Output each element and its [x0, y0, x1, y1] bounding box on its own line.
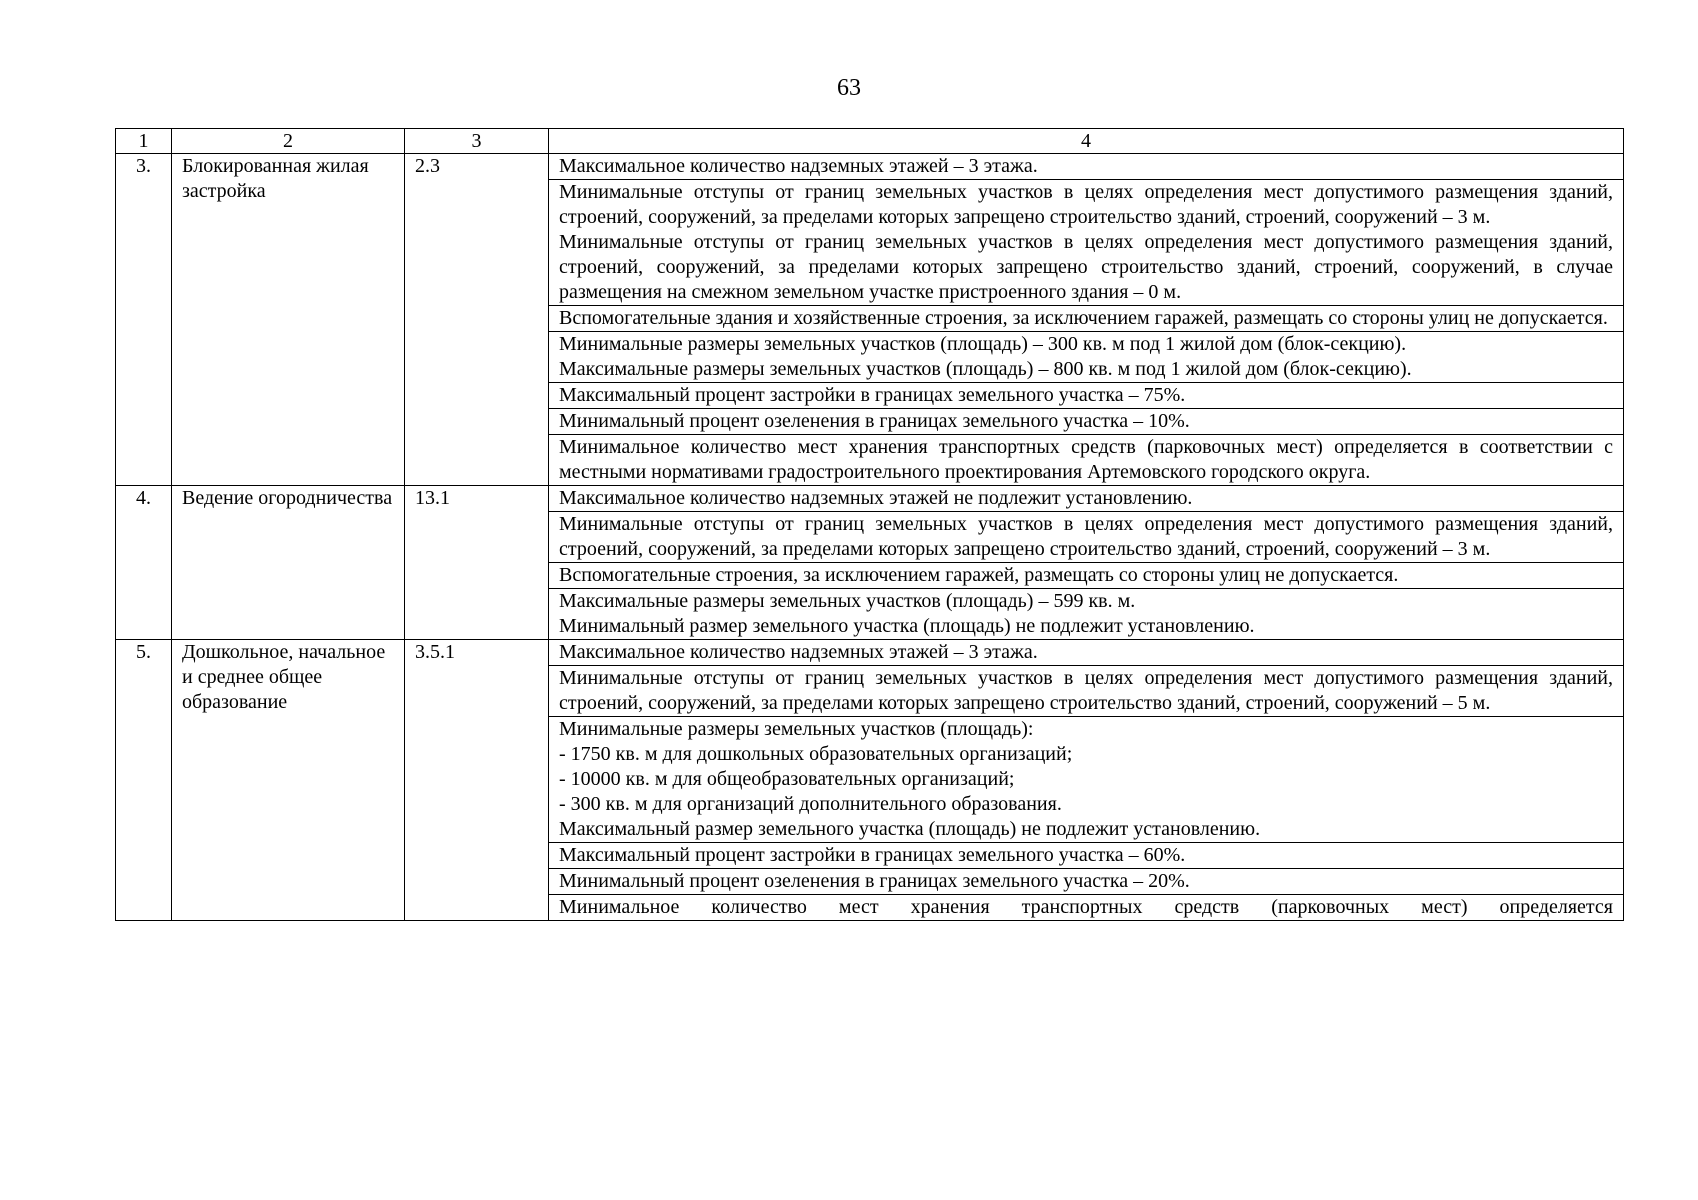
- table-row: [116, 154, 1624, 180]
- land-use-code: 13.1: [405, 486, 549, 640]
- parameter-cell: [549, 563, 1624, 589]
- parameter-text: Максимальные размеры земельных участков (площадь) – 800 кв. м под 1 жилой дом (блок-секцию).: [559, 358, 1412, 380]
- parameter-cell: [549, 409, 1624, 435]
- row-number: 3.: [116, 154, 172, 486]
- parameter-cell: [549, 486, 1624, 512]
- parameter-text: - 1750 кв. м для дошкольных образовательных организаций;: [559, 743, 1073, 765]
- parameter-text: - 300 кв. м для организаций дополнительного образования.: [559, 793, 1062, 815]
- parameter-cell: [549, 717, 1624, 843]
- parameter-cell: [549, 180, 1624, 306]
- parameter-text: Минимальные размеры земельных участков (площадь) – 300 кв. м под 1 жилой дом (блок-секцию).: [559, 333, 1407, 355]
- land-use-code: 2.3: [405, 154, 549, 486]
- parameter-text: Минимальные размеры земельных участков (площадь):: [559, 718, 1034, 740]
- parameter-cell: [549, 383, 1624, 409]
- parameter-cell: [549, 512, 1624, 563]
- parameter-text: Минимальное количество мест хранения транспортных средств (парковочных мест) определяется: [559, 896, 1613, 918]
- table-header-row: [116, 129, 1624, 154]
- page-number: 63: [837, 75, 861, 101]
- parameter-text: - 10000 кв. м для общеобразовательных организаций;: [559, 768, 1015, 790]
- parameter-cell: [549, 843, 1624, 869]
- parameter-text: Минимальное количество мест хранения транспортных средств (парковочных мест) определяется в соответствии с местными нормативами градостроительного проектирования Артемовского городского округа.: [559, 436, 1613, 483]
- parameter-text: Максимальное количество надземных этажей не подлежит установлению.: [559, 487, 1193, 509]
- parameter-cell: [549, 869, 1624, 895]
- parameter-text: Минимальные отступы от границ земельных участков в целях определения мест допустимого размещения зданий, строений, сооружений, за пределами которых запрещено строительство зданий, строений, сооружений, в случае размещения на смежном земельном участке пристроенного здания – 0 м.: [559, 231, 1613, 303]
- land-use-code: 3.5.1: [405, 640, 549, 921]
- row-number: 4.: [116, 486, 172, 640]
- parameter-text: Минимальный размер земельного участка (площадь) не подлежит установлению.: [559, 615, 1255, 637]
- parameter-text: Максимальный размер земельного участка (площадь) не подлежит установлению.: [559, 818, 1261, 840]
- header-cell: 1: [116, 129, 172, 154]
- parameter-text: Вспомогательные строения, за исключением гаражей, размещать со стороны улиц не допускается.: [559, 564, 1399, 586]
- parameter-text: Минимальный процент озеленения в границах земельного участка – 10%.: [559, 410, 1190, 432]
- land-use-name: Дошкольное, начальное и среднее общее образование: [172, 640, 405, 921]
- parameter-text: Максимальное количество надземных этажей – 3 этажа.: [559, 155, 1038, 177]
- header-cell: 2: [172, 129, 405, 154]
- parameter-cell: [549, 306, 1624, 332]
- parameter-text: Минимальные отступы от границ земельных участков в целях определения мест допустимого размещения зданий, строений, сооружений, за пределами которых запрещено строительство зданий, строений, сооружений – 3 м.: [559, 513, 1613, 560]
- land-use-name: Блокированная жилая застройка: [172, 154, 405, 486]
- row-number: 5.: [116, 640, 172, 921]
- parameter-cell: [549, 666, 1624, 717]
- parameter-cell: [549, 332, 1624, 383]
- table-row: [116, 486, 1624, 512]
- header-cell: 4: [549, 129, 1624, 154]
- parameter-text: Максимальное количество надземных этажей – 3 этажа.: [559, 641, 1038, 663]
- parameter-text: Максимальный процент застройки в границах земельного участка – 75%.: [559, 384, 1186, 406]
- parameter-text: Минимальные отступы от границ земельных участков в целях определения мест допустимого размещения зданий, строений, сооружений, за пределами которых запрещено строительство зданий, строений, сооружений – 3 м.: [559, 181, 1613, 228]
- parameter-cell: [549, 895, 1624, 921]
- parameter-text: Минимальные отступы от границ земельных участков в целях определения мест допустимого размещения зданий, строений, сооружений, за пределами которых запрещено строительство зданий, строений, сооружений – 5 м.: [559, 667, 1613, 714]
- parameter-cell: [549, 154, 1624, 180]
- parameter-cell: [549, 435, 1624, 486]
- regulations-table: [115, 128, 1624, 921]
- table-row: [116, 640, 1624, 666]
- parameter-text: Максимальный процент застройки в границах земельного участка – 60%.: [559, 844, 1186, 866]
- parameter-text: Минимальный процент озеленения в границах земельного участка – 20%.: [559, 870, 1190, 892]
- parameter-cell: [549, 640, 1624, 666]
- parameter-text: Вспомогательные здания и хозяйственные строения, за исключением гаражей, размещать со стороны улиц не допускается.: [559, 307, 1608, 329]
- header-cell: 3: [405, 129, 549, 154]
- parameter-text: Максимальные размеры земельных участков (площадь) – 599 кв. м.: [559, 590, 1136, 612]
- parameter-cell: [549, 589, 1624, 640]
- land-use-name: Ведение огородничества: [172, 486, 405, 640]
